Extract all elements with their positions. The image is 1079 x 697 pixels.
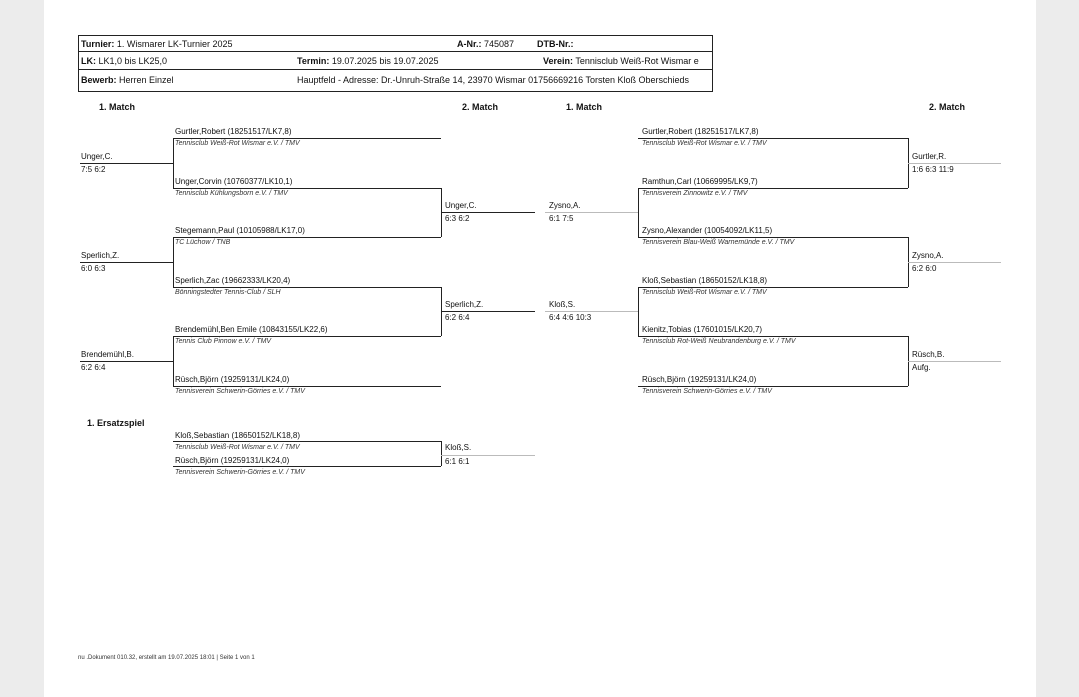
right-player-4-name: Kloß,Sebastian (18650152/LK18,8) [642, 276, 767, 285]
termin-value: 19.07.2025 bis 19.07.2025 [331, 56, 439, 66]
left-r1-winner-1: Unger,C. [81, 152, 113, 161]
ersatz-score: 6:1 6:1 [445, 457, 470, 466]
right-r2-score-2: 6:4 4:6 10:3 [549, 313, 592, 322]
right-player-4-club: Tennisclub Weiß-Rot Wismar e.V. / TMV [642, 289, 767, 296]
left-r1-winner-3: Brendemühl,B. [81, 350, 134, 359]
left-r2-score-2: 6:2 6:4 [445, 313, 470, 322]
right-player-2-club: Tennisverein Zinnowitz e.V. / TMV [642, 190, 748, 197]
bewerb-value: Herren Einzel [119, 75, 174, 85]
right-player-6-name: Rüsch,Björn (19259131/LK24,0) [642, 375, 757, 384]
left-player-1-name: Gurtler,Robert (18251517/LK7,8) [175, 127, 292, 136]
left-r1-score-2: 6:0 6:3 [81, 264, 106, 273]
right-player-6-club: Tennisverein Schwerin-Görries e.V. / TMV [642, 388, 772, 395]
left-player-3-club: TC Lüchow / TNB [175, 239, 231, 246]
left-round2-label: 2. Match [462, 102, 499, 112]
lk-value: LK1,0 bis LK25,0 [98, 56, 168, 66]
turnier-label: Turnier: [81, 39, 115, 49]
tournament-header [78, 35, 713, 92]
termin-label: Termin: [297, 56, 330, 66]
left-r1-winner-2: Sperlich,Z. [81, 251, 120, 260]
right-player-5-name: Kienitz,Tobias (17601015/LK20,7) [642, 325, 763, 334]
right-player-3-club: Tennisverein Blau-Weiß Warnemünde e.V. / TMV [642, 239, 795, 246]
ersatz-player-2-name: Rüsch,Björn (19259131/LK24,0) [175, 456, 290, 465]
left-r1-score-3: 6:2 6:4 [81, 363, 106, 372]
right-player-1-name: Gurtler,Robert (18251517/LK7,8) [642, 127, 759, 136]
right-round1-label: 1. Match [566, 102, 603, 112]
ersatz-player-2-club: Tennisverein Schwerin-Görries e.V. / TMV [175, 469, 305, 476]
right-r2-winner-1: Zysno,A. [549, 201, 581, 210]
right-player-5-club: Tennisclub Rot-Weiß Neubrandenburg e.V. / TMV [642, 338, 796, 345]
left-player-3-name: Stegemann,Paul (10105988/LK17,0) [175, 226, 305, 235]
address-text: Hauptfeld - Adresse: Dr.-Unruh-Straße 14, 23970 Wismar 01756669216 Torsten Kloß Oberschieds [297, 75, 690, 85]
document-footer: nu .Dokument 010.32, erstellt am 19.07.2025 18:01 | Seite 1 von 1 [78, 655, 255, 661]
right-player-1-club: Tennisclub Weiß-Rot Wismar e.V. / TMV [642, 140, 767, 147]
left-player-2-club: Tennisclub Kühlungsborn e.V. / TMV [175, 190, 288, 197]
left-r2-winner-2: Sperlich,Z. [445, 300, 484, 309]
right-r1-score-2: 6:2 6:0 [912, 264, 937, 273]
ersatz-player-1-club: Tennisclub Weiß-Rot Wismar e.V. / TMV [175, 444, 300, 451]
right-r1-winner-1: Gurtler,R. [912, 152, 947, 161]
turnier-value: 1. Wismarer LK-Turnier 2025 [116, 39, 233, 49]
left-r2-score-1: 6:3 6:2 [445, 214, 470, 223]
left-player-5-club: Tennis Club Pinnow e.V. / TMV [175, 338, 272, 345]
right-r1-score-1: 1:6 6:3 11:9 [912, 165, 954, 174]
verein-label: Verein: [543, 56, 574, 66]
right-r1-winner-2: Zysno,A. [912, 251, 944, 260]
ersatz-player-1-name: Kloß,Sebastian (18650152/LK18,8) [175, 431, 300, 440]
ersatz-winner: Kloß,S. [445, 443, 472, 452]
right-r2-winner-2: Kloß,S. [549, 300, 576, 309]
left-player-5-name: Brendemühl,Ben Emile (10843155/LK22,6) [175, 325, 328, 334]
lk-label: LK: [81, 56, 96, 66]
left-player-4-name: Sperlich,Zac (19662333/LK20,4) [175, 276, 291, 285]
anr-value: 745087 [484, 39, 515, 49]
left-r1-score-1: 7:5 6:2 [81, 165, 106, 174]
left-r2-winner-1: Unger,C. [445, 201, 477, 210]
bewerb-label: Bewerb: [81, 75, 117, 85]
left-round1-label: 1. Match [99, 102, 136, 112]
right-player-3-name: Zysno,Alexander (10054092/LK11,5) [642, 226, 773, 235]
verein-value: Tennisclub Weiß-Rot Wismar e [575, 56, 699, 66]
dtb-label: DTB-Nr.: [537, 39, 574, 49]
right-r2-score-1: 6:1 7:5 [549, 214, 574, 223]
right-r1-score-3: Aufg. [912, 363, 931, 372]
right-r1-winner-3: Rüsch,B. [912, 350, 945, 359]
left-player-4-club: Bönningstedter Tennis-Club / SLH [175, 289, 281, 296]
ersatz-title: 1. Ersatzspiel [87, 418, 145, 428]
document-page [44, 0, 1036, 697]
right-player-2-name: Ramthun,Carl (10669995/LK9,7) [642, 177, 758, 186]
left-player-6-name: Rüsch,Björn (19259131/LK24,0) [175, 375, 290, 384]
left-player-1-club: Tennisclub Weiß-Rot Wismar e.V. / TMV [175, 140, 300, 147]
left-player-2-name: Unger,Corvin (10760377/LK10,1) [175, 177, 293, 186]
right-round2-label: 2. Match [929, 102, 966, 112]
anr-label: A-Nr.: [457, 39, 482, 49]
left-player-6-club: Tennisverein Schwerin-Görries e.V. / TMV [175, 388, 305, 395]
